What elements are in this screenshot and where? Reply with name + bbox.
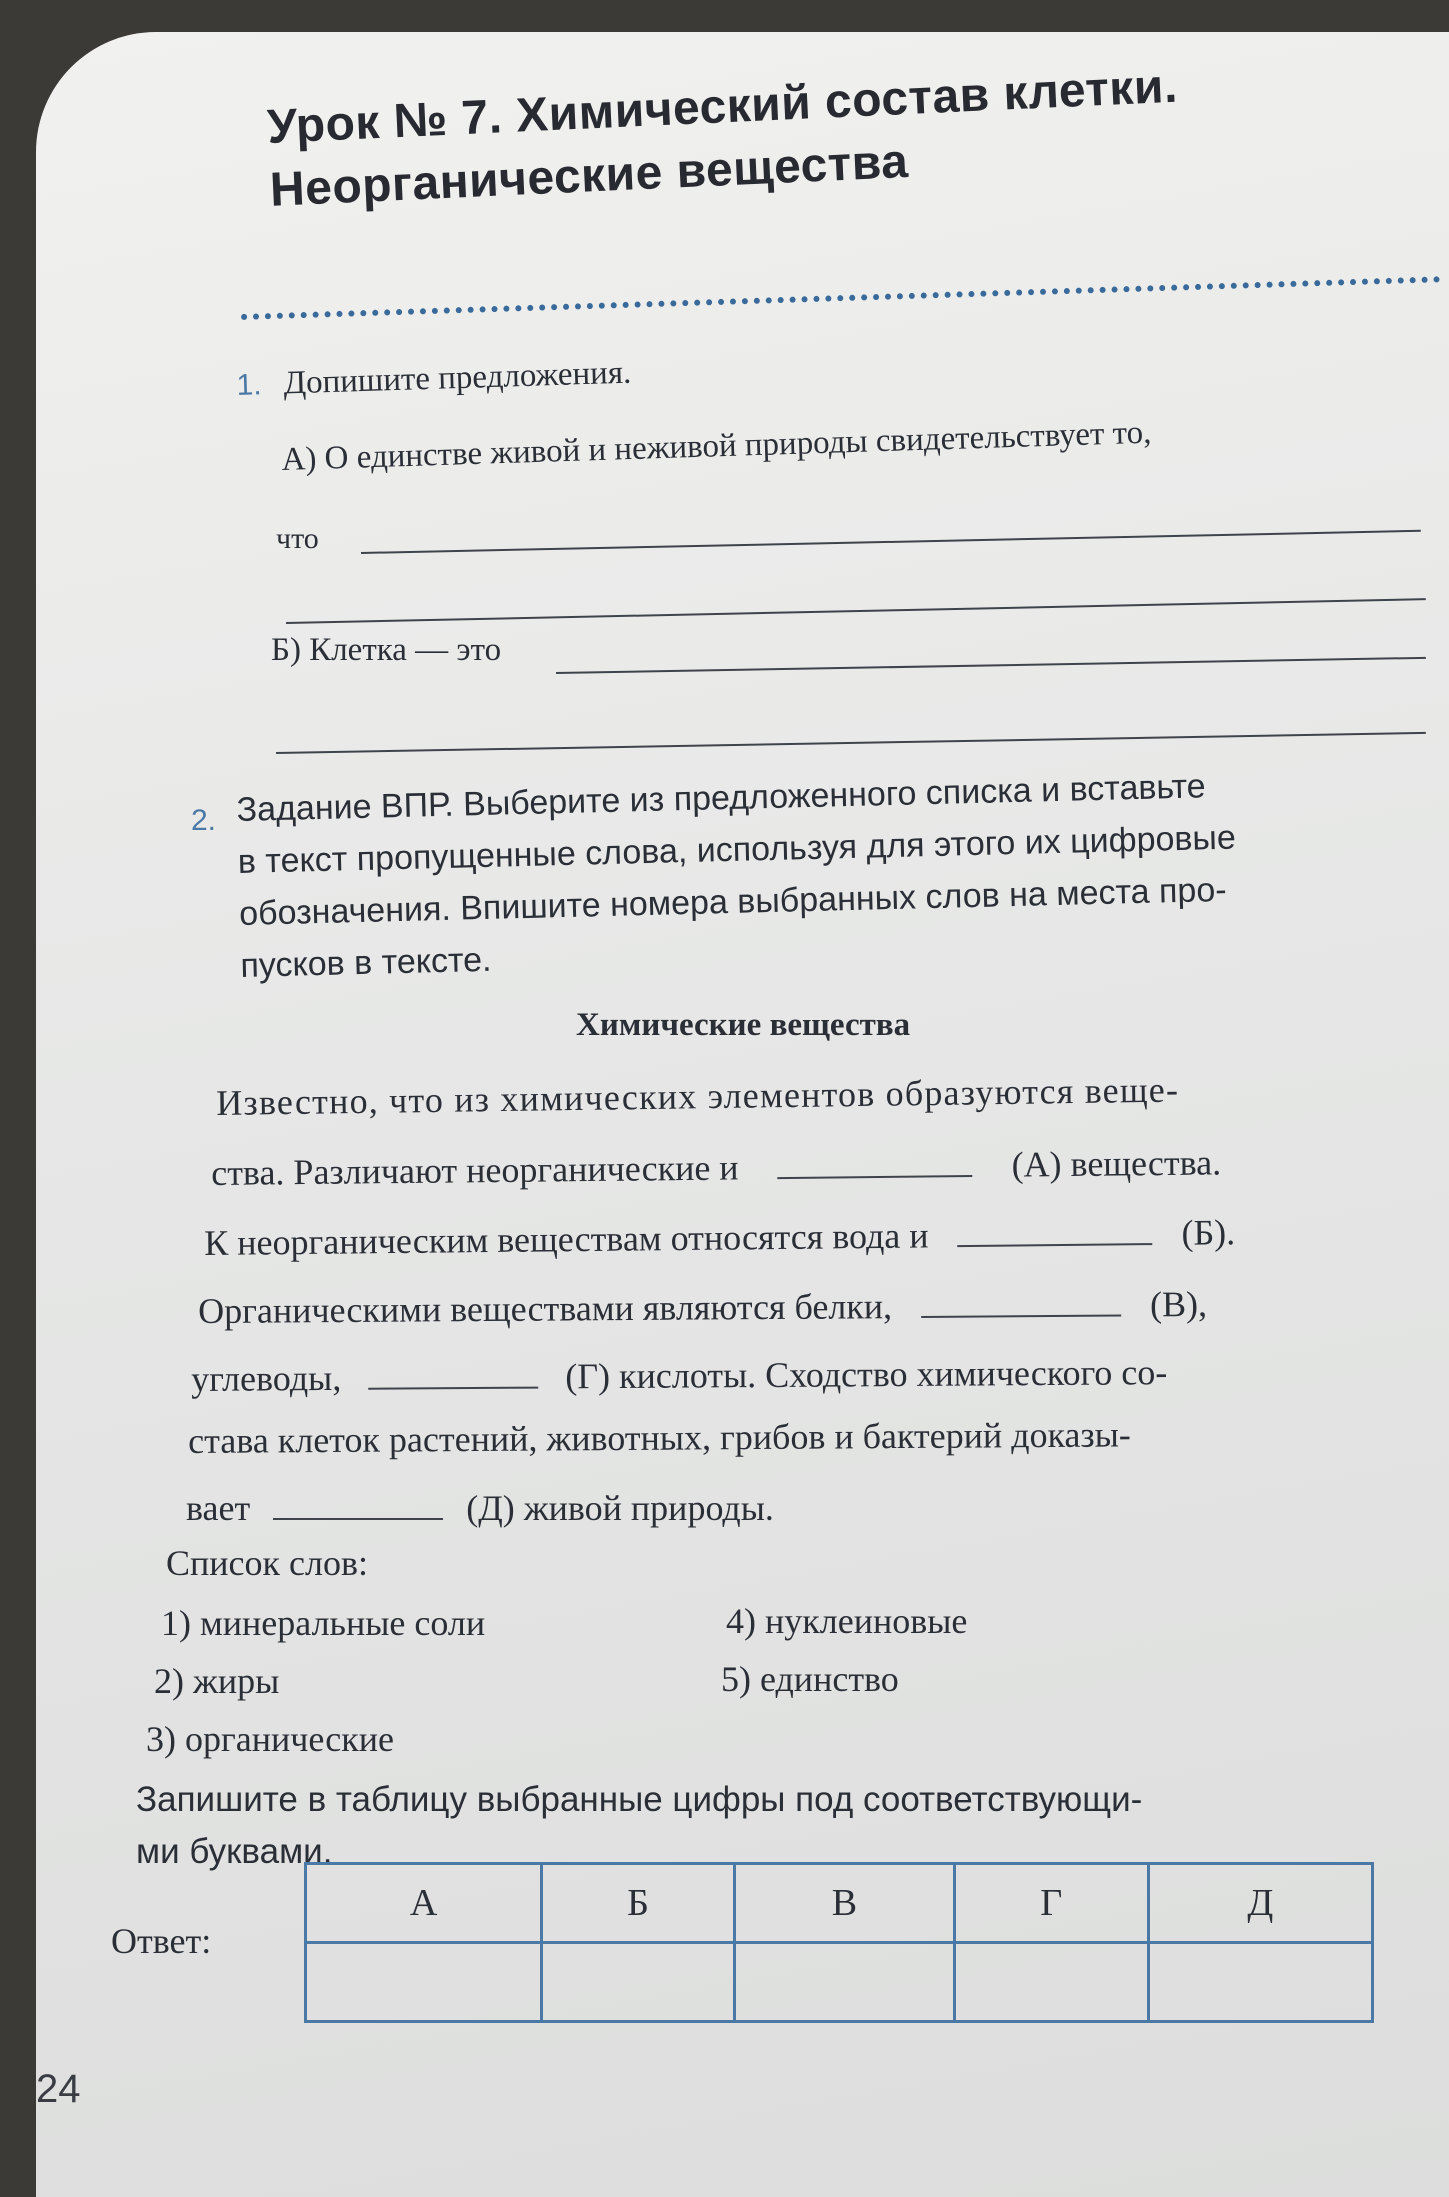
word-2: 2) жиры bbox=[154, 1661, 280, 1701]
answer-header-v: В bbox=[734, 1864, 954, 1943]
answer-cell-a[interactable] bbox=[306, 1943, 542, 2022]
task1 bbox=[236, 355, 632, 404]
task1-instruction: Допишите предложения. bbox=[283, 354, 632, 402]
answer-header-b: Б bbox=[542, 1864, 735, 1943]
text-line3-start: К неорганическим веществам относятся вода и bbox=[204, 1215, 929, 1263]
lesson-title-line1: Урок № 7. Химический состав клетки. bbox=[266, 59, 1179, 154]
task1-a-answer-line2 bbox=[286, 598, 1426, 624]
answer-label: Ответ: bbox=[111, 1921, 212, 1961]
word-1: 1) минеральные соли bbox=[161, 1603, 486, 1643]
lesson-title bbox=[266, 59, 1182, 218]
task2-instruction bbox=[236, 756, 1401, 992]
blank-a[interactable] bbox=[777, 1151, 972, 1179]
text-line2 bbox=[211, 1141, 1221, 1194]
text-line6: става клеток растений, животных, грибов и бактерий доказы- bbox=[188, 1414, 1131, 1461]
task2-number: 2. bbox=[191, 804, 217, 837]
answer-header-a: А bbox=[306, 1864, 542, 1943]
task1-a-text: А) О единстве живой и неживой природы свидетельствует то, bbox=[281, 414, 1152, 478]
task2-instruction-line3: обозначения. Впишите номера выбранных слов на места про- bbox=[238, 870, 1228, 933]
task2-subtitle: Химические вещества bbox=[576, 1007, 911, 1043]
text-line4-end: (В), bbox=[1149, 1283, 1208, 1325]
table-instruction-line2: ми буквами. bbox=[136, 1832, 333, 1871]
blank-v[interactable] bbox=[921, 1291, 1121, 1318]
page-number: 24 bbox=[36, 2067, 81, 2111]
task1-b-text: Б) Клетка — это bbox=[271, 632, 502, 668]
text-line5 bbox=[191, 1351, 1167, 1400]
workbook-page bbox=[36, 32, 1449, 2197]
table-instruction-line1: Запишите в таблицу выбранные цифры под соответствующи- bbox=[136, 1780, 1143, 1819]
task1-a-answer-line1 bbox=[361, 530, 1421, 554]
task1-a-cont: что bbox=[276, 522, 319, 555]
text-line1: Известно, что из химических элементов образуются веще- bbox=[216, 1069, 1180, 1123]
text-line4 bbox=[198, 1283, 1207, 1332]
word-3: 3) органические bbox=[146, 1719, 394, 1759]
text-line4-start: Органическими веществами являются белки, bbox=[198, 1286, 893, 1331]
text-line7-start: вает bbox=[186, 1488, 251, 1528]
text-line2-start: ства. Различают неорганические и bbox=[211, 1147, 739, 1193]
lesson-title-line2: Неорганические вещества bbox=[268, 134, 910, 217]
answer-table bbox=[304, 1862, 1374, 2023]
blank-b[interactable] bbox=[957, 1219, 1152, 1247]
text-line2-end: (А) вещества. bbox=[1011, 1142, 1222, 1185]
task2-instruction-line1: Задание ВПР. Выберите из предложенного списка и вставьте bbox=[236, 767, 1206, 829]
answer-table-input-row bbox=[306, 1943, 1373, 2022]
answer-cell-g[interactable] bbox=[954, 1943, 1148, 2022]
blank-g[interactable] bbox=[368, 1363, 538, 1390]
text-line5-end: (Г) кислоты. Сходство химического со- bbox=[565, 1352, 1168, 1397]
text-line3 bbox=[204, 1211, 1235, 1264]
task1-number: 1. bbox=[236, 368, 263, 402]
task1-b-answer-line2 bbox=[276, 732, 1426, 754]
text-line7 bbox=[186, 1487, 774, 1529]
answer-header-d: Д bbox=[1148, 1864, 1372, 1943]
answer-cell-v[interactable] bbox=[734, 1943, 954, 2022]
task2-instruction-line4: пусков в тексте. bbox=[239, 940, 492, 985]
blank-d[interactable] bbox=[273, 1494, 443, 1520]
task1-b-answer-line1 bbox=[556, 657, 1426, 674]
answer-cell-d[interactable] bbox=[1148, 1943, 1372, 2022]
answer-cell-b[interactable] bbox=[542, 1943, 735, 2022]
title-divider bbox=[241, 276, 1441, 320]
text-line3-end: (Б). bbox=[1181, 1212, 1236, 1253]
answer-header-g: Г bbox=[954, 1864, 1148, 1943]
word-4: 4) нуклеиновые bbox=[726, 1601, 968, 1641]
text-line7-end: (Д) живой природы. bbox=[466, 1488, 774, 1528]
word-5: 5) единство bbox=[721, 1659, 899, 1699]
answer-table-header-row bbox=[306, 1864, 1373, 1943]
word-list-label: Список слов: bbox=[166, 1543, 368, 1583]
text-line5-start: углеводы, bbox=[191, 1357, 342, 1399]
task2-instruction-line2: в текст пропущенные слова, используя для этого их цифровые bbox=[237, 818, 1237, 881]
